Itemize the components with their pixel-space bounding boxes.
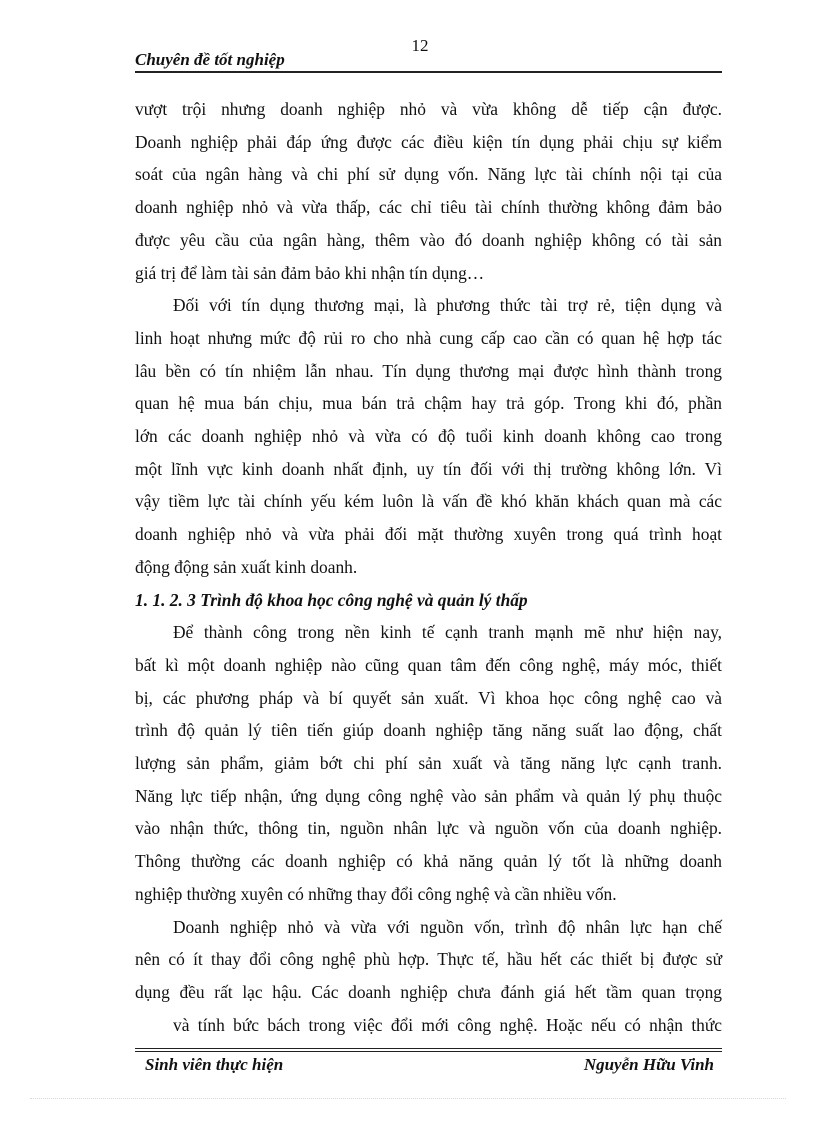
page-number: 12 [411,36,429,55]
body-line: Doanh nghiệp nhỏ và vừa với nguồn vốn, trình độ nhân lực hạn chế [173,916,722,937]
body-line: lớn các doanh nghiệp nhỏ và vừa có độ tuổi kinh doanh không cao trong [135,426,722,447]
body-line: Thông thường các doanh nghiệp có khả năng quản lý tốt là những doanh [135,851,722,872]
body-line: được yêu cầu của ngân hàng, thêm vào đó doanh nghiệp không có tài sản [135,229,722,250]
body-line: soát của ngân hàng và chi phí sử dụng vốn. Năng lực tài chính nội tại của [135,164,722,185]
body-line: động động sản xuất kinh doanh. [135,556,358,577]
body-line: nghiệp thường xuyên có những thay đổi công nghệ và cần nhiều vốn. [135,883,617,904]
body-line: Đối với tín dụng thương mại, là phương thức tài trợ rẻ, tiện dụng và [173,295,722,316]
body-line: doanh nghiệp nhỏ và vừa thấp, các chỉ tiêu tài chính thường không đảm bảo [135,197,722,218]
body-line: doanh nghiệp nhỏ và vừa phải đối mặt thường xuyên trong quá trình hoạt [135,524,722,545]
body-line: vào nhận thức, thông tin, nguồn nhân lực và nguồn vốn của doanh nghiệp. [135,818,722,839]
body-line: dụng đều rất lạc hậu. Các doanh nghiệp chưa đánh giá hết tầm quan trọng [135,981,722,1002]
body-line: lượng sản phẩm, giảm bớt chi phí sản xuất và tăng năng lực cạnh tranh. [135,753,722,774]
section-heading: 1. 1. 2. 3 Trình độ khoa học công nghệ và quản lý thấp [135,589,528,610]
body-line: Năng lực tiếp nhận, ứng dụng công nghệ vào sản phẩm và quản lý phụ thuộc [135,785,722,806]
header-title: Chuyên đề tốt nghiệp [135,50,285,69]
body-line: nên có ít thay đổi công nghệ phù hợp. Thực tế, hầu hết các thiết bị được sử [135,949,722,970]
body-line: vậy tiềm lực tài chính yếu kém luôn là vấn đề khó khăn khách quan mà các [135,491,722,512]
body-line: bị, các phương pháp và bí quyết sản xuất. Vì khoa học công nghệ cao và [135,687,722,708]
body-line: một lĩnh vực kinh doanh nhất định, uy tín đối với thị trường không lớn. Vì [135,458,722,479]
body-line: linh hoạt nhưng mức độ rủi ro cho nhà cung cấp cao cần có quan hệ hợp tác [135,327,722,348]
body-line: vượt trội nhưng doanh nghiệp nhỏ và vừa không dễ tiếp cận được. [135,99,722,119]
body-line: và tính bức bách trong việc đổi mới công nghệ. Hoặc nếu có nhận thức [173,1014,722,1035]
body-line: bất kì một doanh nghiệp nào cũng quan tâm đến công nghệ, máy móc, thiết [135,654,722,675]
body-line: quan hệ mua bán chịu, mua bán trả chậm hay trả góp. Trong khi đó, phần [135,393,722,414]
footer-author-label: Sinh viên thực hiện [145,1055,284,1074]
footer-rule [135,1048,722,1052]
body-line: trình độ quản lý tiên tiến giúp doanh nghiệp tăng năng suất lao động, chất [135,720,722,741]
header-rule [135,71,722,73]
document-body [135,93,722,1041]
body-line: giá trị để làm tài sản đảm bảo khi nhận tín dụng… [135,262,485,283]
footer-author-name: Nguyễn Hữu Vinh [583,1055,714,1074]
body-line: lâu bền có tín nhiệm lẫn nhau. Tín dụng thương mại được hình thành trong [135,360,722,381]
page-bottom-divider [30,1098,786,1099]
body-line: Doanh nghiệp phải đáp ứng được các điều kiện tín dụng phải chịu sự kiểm [135,131,722,152]
body-line: Để thành công trong nền kinh tế cạnh tranh mạnh mẽ như hiện nay, [173,622,722,643]
